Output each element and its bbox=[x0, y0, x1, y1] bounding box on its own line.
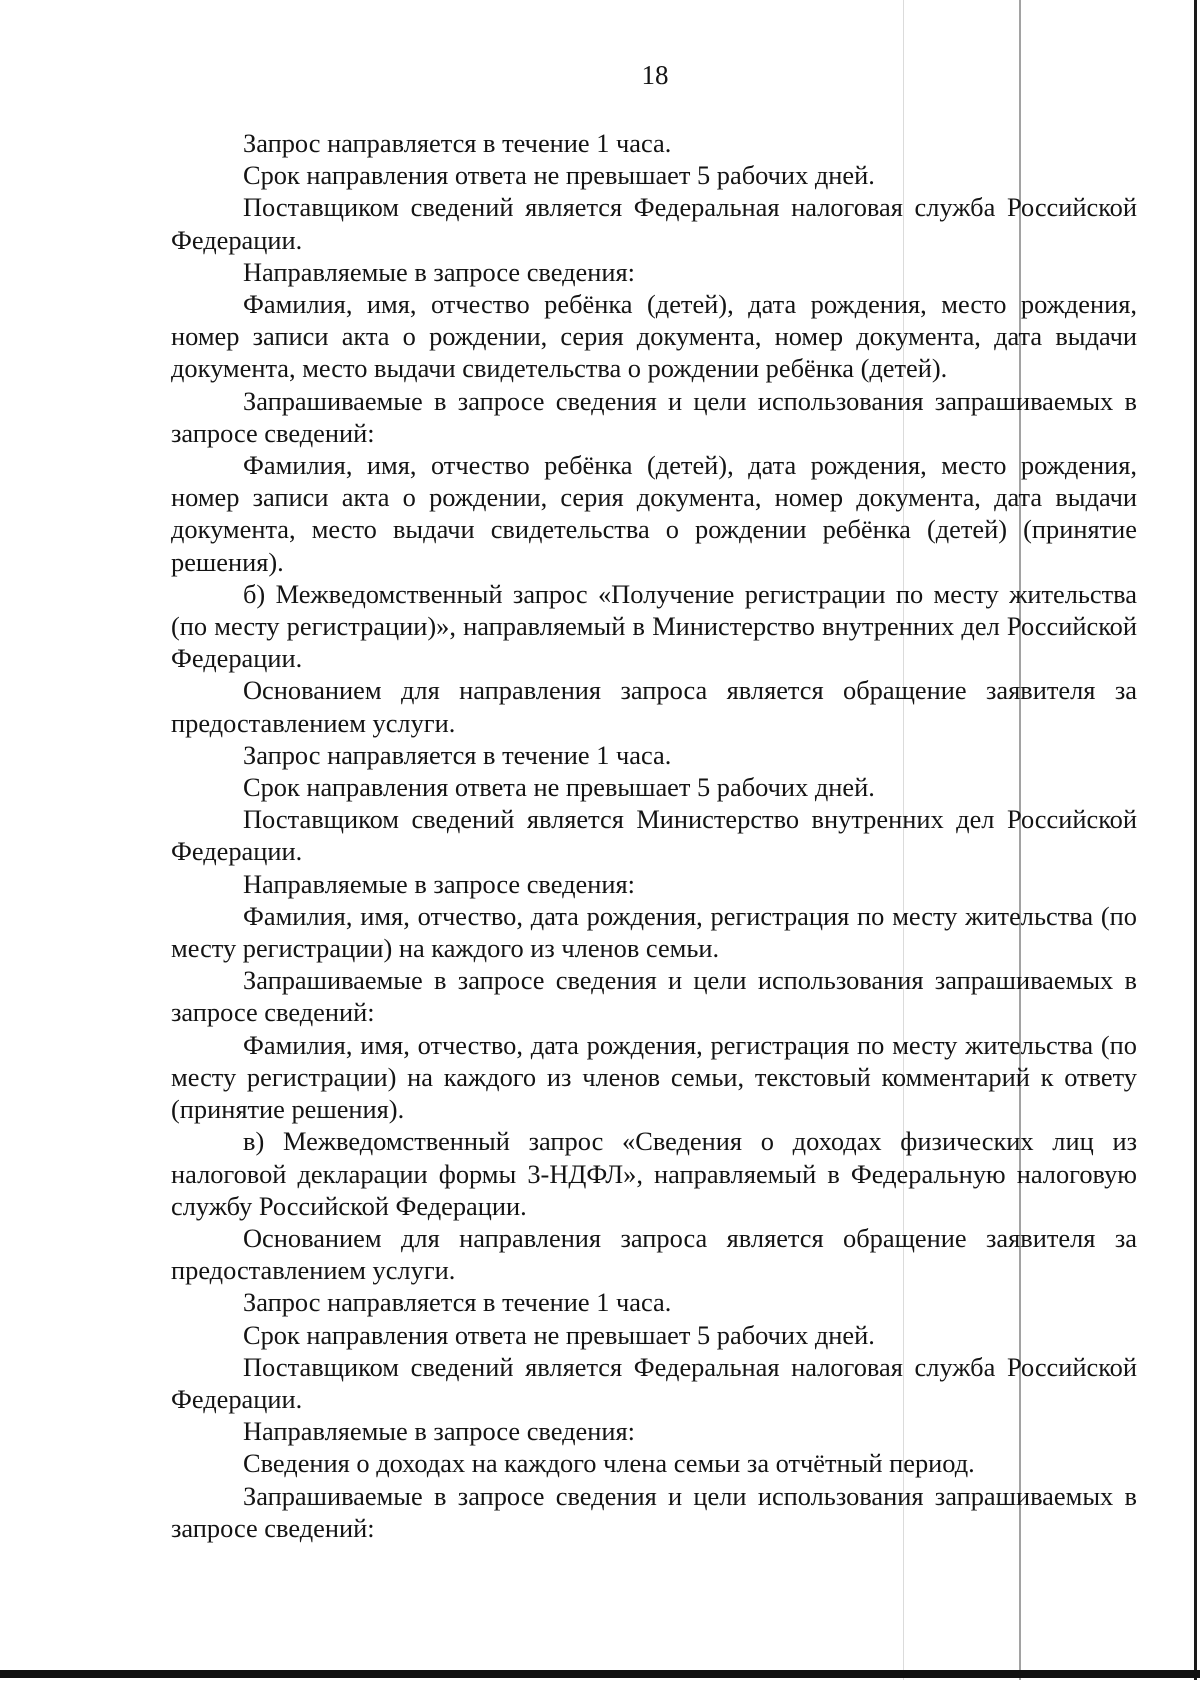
paragraph: Поставщиком сведений является Министерство внутренних дел Российской Федерации. bbox=[171, 804, 1137, 867]
paragraph: Поставщиком сведений является Федеральная налоговая служба Российской Федерации. bbox=[171, 1351, 1137, 1414]
paragraph: Основанием для направления запроса является обращение заявителя за предоставлением услуги. bbox=[171, 1222, 1137, 1286]
document-body bbox=[171, 127, 1137, 1544]
page-number: 18 bbox=[641, 60, 669, 90]
paragraph: Направляемые в запросе сведения: bbox=[243, 256, 635, 287]
paragraph: Запрашиваемые в запросе сведения и цели использования запрашиваемых в запросе сведений: bbox=[171, 965, 1137, 1028]
paragraph: Запрашиваемые в запросе сведения и цели использования запрашиваемых в запросе сведений: bbox=[171, 1480, 1137, 1543]
page-right-edge bbox=[1194, 0, 1197, 1680]
paragraph: Направляемые в запросе сведения: bbox=[243, 868, 635, 899]
paragraph: Фамилия, имя, отчество ребёнка (детей), дата рождения, место рождения, номер записи акта о рождении, серия документа, номер документа, дата выдачи документа, место выдачи свидетельства о рождении ребёнка (детей) (принятие решения). bbox=[171, 450, 1137, 577]
paragraph: в) Межведомственный запрос «Сведения о доходах физических лиц из налоговой декларации формы 3-НДФЛ», направляемый в Федеральную налоговую службу Российской Федерации. bbox=[171, 1126, 1137, 1221]
paragraph: Запрашиваемые в запросе сведения и цели использования запрашиваемых в запросе сведений: bbox=[171, 385, 1137, 448]
paragraph: Поставщиком сведений является Федеральная налоговая служба Российской Федерации. bbox=[171, 192, 1137, 255]
paragraph: Срок направления ответа не превышает 5 рабочих дней. bbox=[243, 772, 875, 803]
paragraph: Фамилия, имя, отчество, дата рождения, регистрация по месту жительства (по месту регистрации) на каждого из членов семьи. bbox=[171, 900, 1137, 964]
paragraph: Срок направления ответа не превышает 5 рабочих дней. bbox=[243, 160, 875, 191]
page-bottom-edge bbox=[0, 1670, 1200, 1678]
paragraph: Направляемые в запросе сведения: bbox=[243, 1416, 635, 1447]
paragraph: Запрос направляется в течение 1 часа. bbox=[243, 128, 672, 158]
paragraph: Запрос направляется в течение 1 часа. bbox=[243, 739, 672, 770]
paragraph: б) Межведомственный запрос «Получение регистрации по месту жительства (по месту регистрации)», направляемый в Министерство внутренних дел Российской Федерации. bbox=[171, 578, 1137, 674]
paragraph: Срок направления ответа не превышает 5 рабочих дней. bbox=[243, 1319, 875, 1350]
paragraph: Основанием для направления запроса является обращение заявителя за предоставлением услуги. bbox=[171, 675, 1137, 738]
paragraph: Сведения о доходах на каждого члена семьи за отчётный период. bbox=[243, 1448, 975, 1479]
paragraph: Фамилия, имя, отчество, дата рождения, регистрация по месту жительства (по месту регистрации) на каждого из членов семьи, текстовый комментарий к ответу (принятие решения). bbox=[171, 1029, 1137, 1125]
paragraph: Фамилия, имя, отчество ребёнка (детей), дата рождения, место рождения, номер записи акта о рождении, серия документа, номер документа, дата выдачи документа, место выдачи свидетельства о рождении ребёнка (детей). bbox=[171, 289, 1137, 384]
paragraph: Запрос направляется в течение 1 часа. bbox=[243, 1287, 672, 1318]
